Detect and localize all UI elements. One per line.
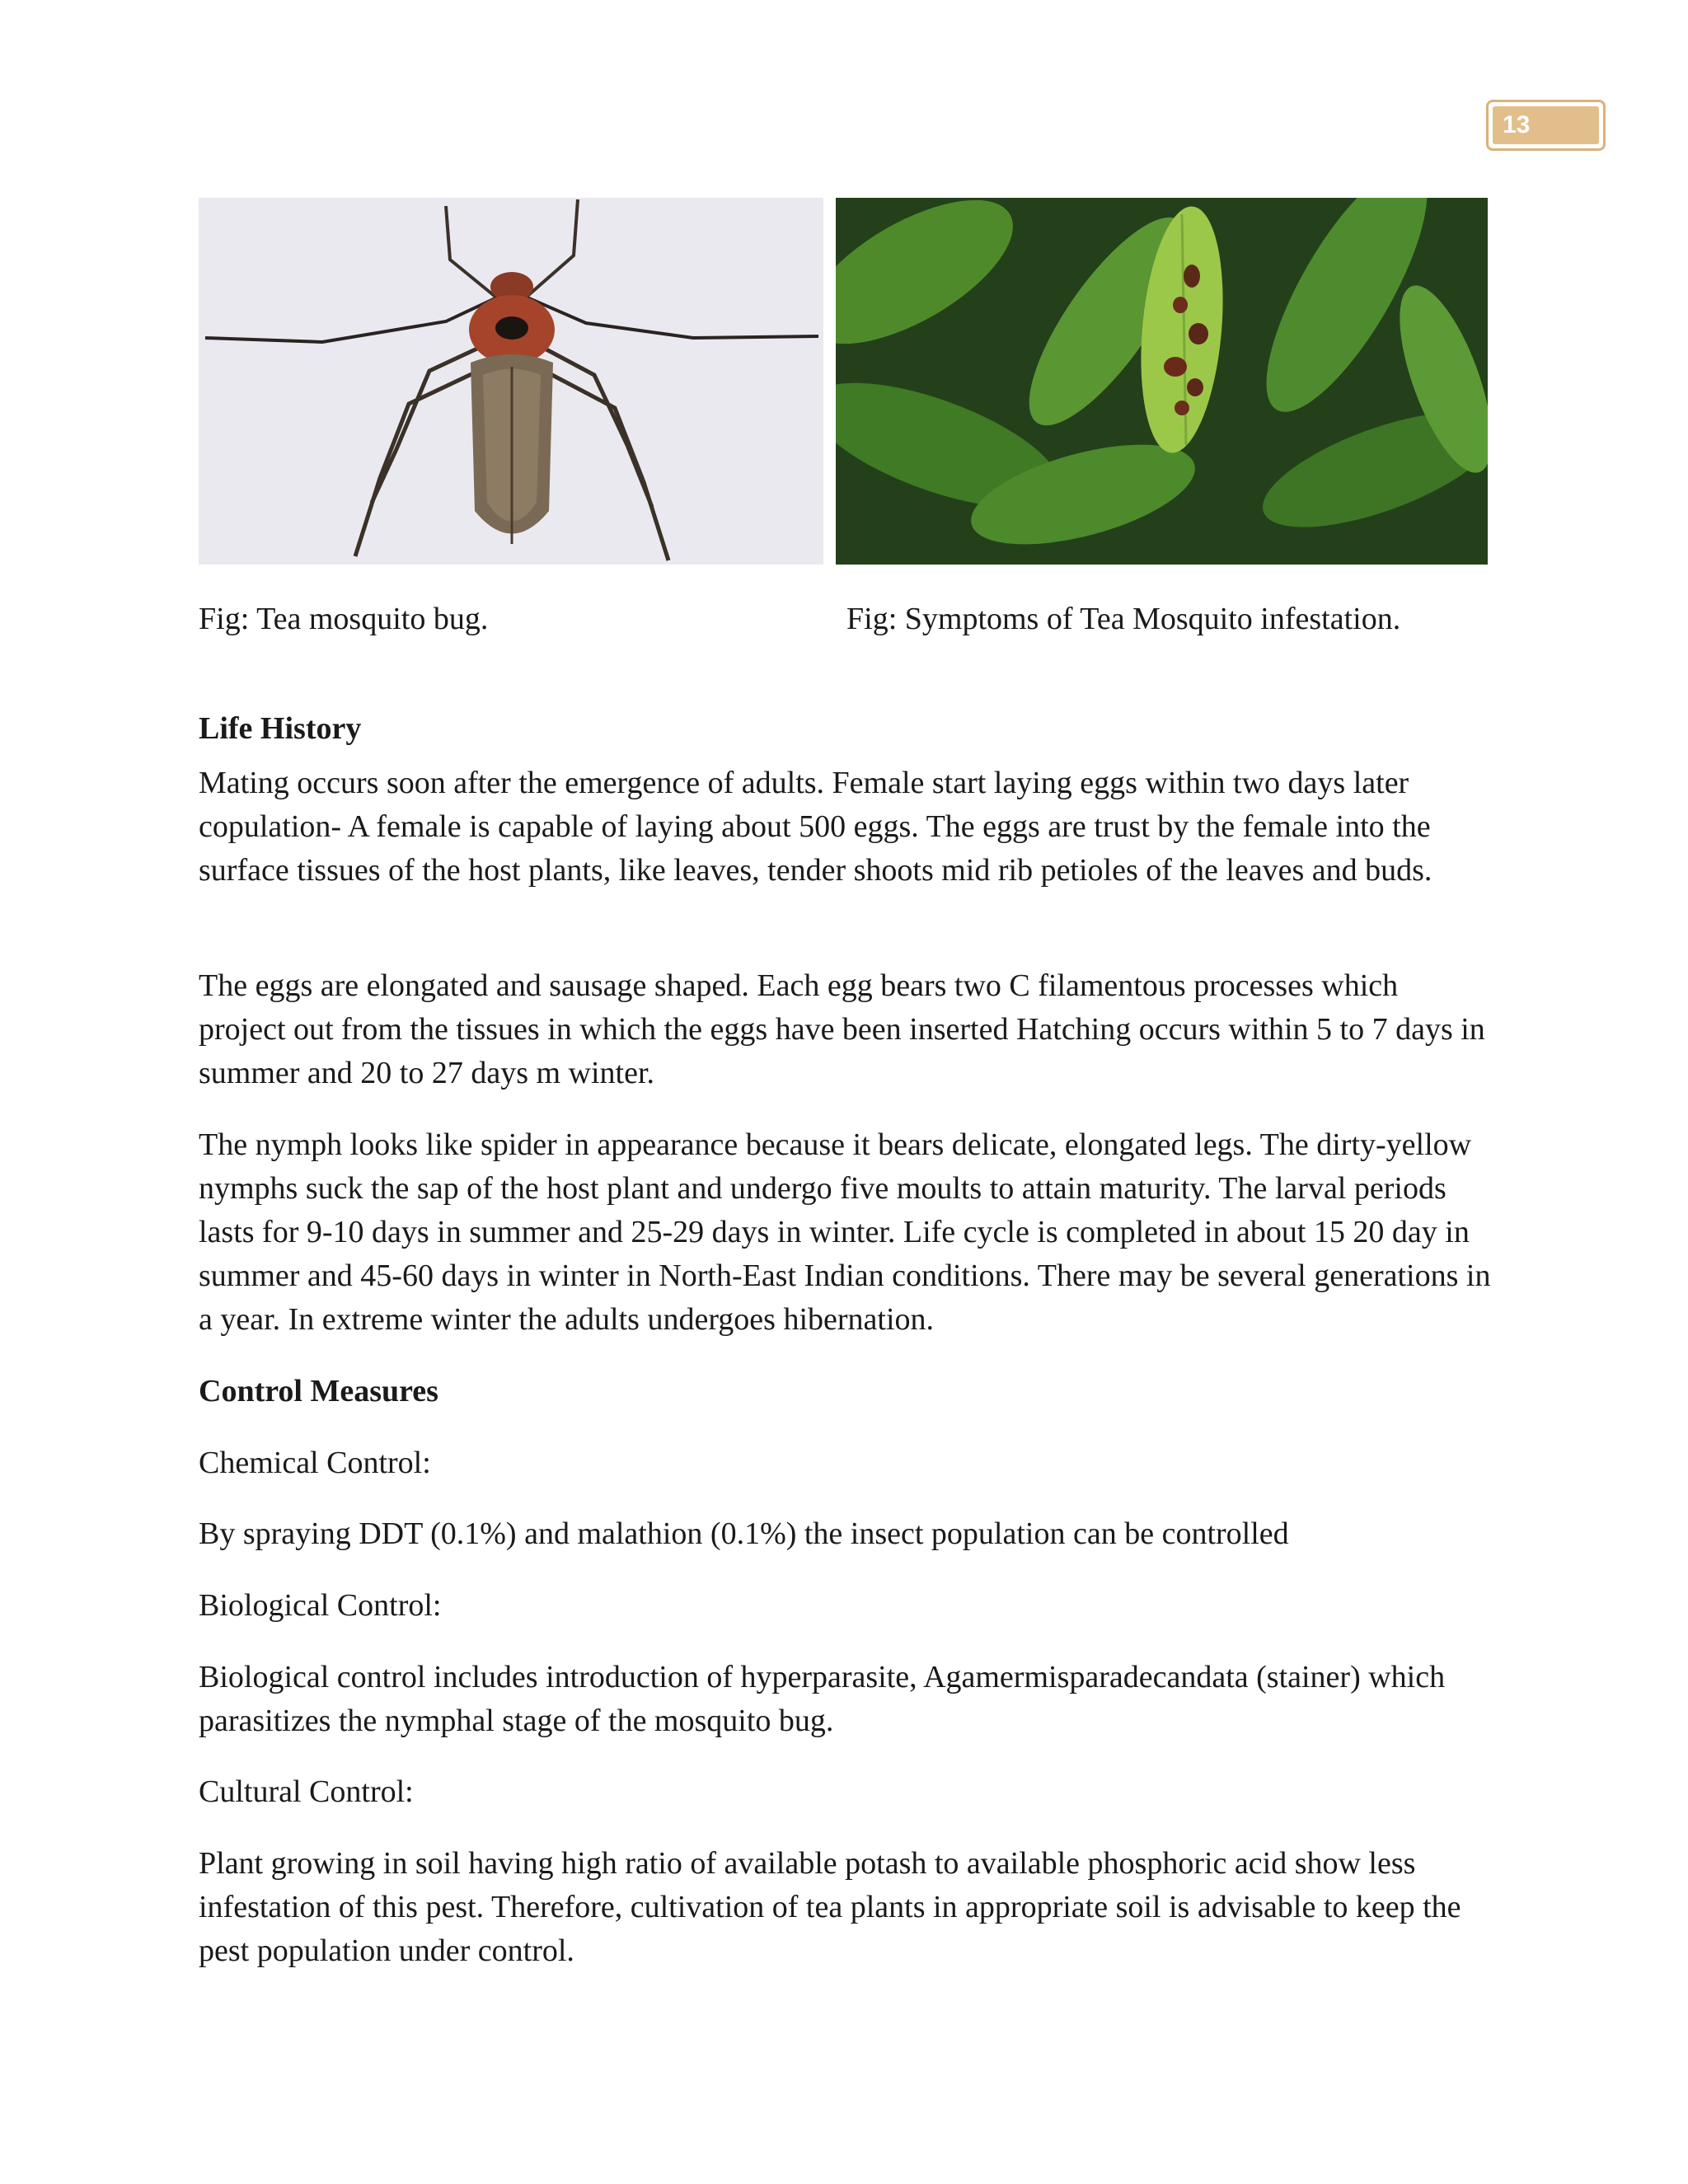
tea-mosquito-bug-image: [199, 198, 823, 565]
life-history-paragraph-3: The nymph looks like spider in appearance because it bears delicate, elongated legs. The dirty-yellow nymphs suck the sap of the host plant and undergo five moults to attain maturity. The larval periods lasts for 9-10 days in summer and 25-29 days in winter. Life cycle is completed in about 15 20 day in summer and 45-60 days in winter in North-East Indian conditions. There may be several generations in a year. In extreme winter the adults undergoes hibernation.: [199, 1127, 1491, 1337]
life-history-paragraph-2: The eggs are elongated and sausage shaped. Each egg bears two C filamentous processes which project out from the tissues in which the eggs have been inserted Hatching occurs within 5 to 7 days in summer and 20 to 27 days m winter.: [199, 968, 1485, 1090]
page-number: 13: [1493, 106, 1599, 144]
figure-caption-symptoms: Fig: Symptoms of Tea Mosquito infestation.: [846, 602, 1401, 636]
figure-caption-bug: Fig: Tea mosquito bug.: [199, 602, 489, 636]
chemical-control-text: By spraying DDT (0.1%) and malathion (0.1%) the insect population can be controlled: [199, 1516, 1289, 1551]
control-measures-heading: Control Measures: [199, 1374, 438, 1408]
cultural-control-label: Cultural Control:: [199, 1774, 414, 1809]
biological-control-text: Biological control includes introduction of hyperparasite, Agamermisparadecandata (stainer) which parasitizes the nymphal stage of the mosquito bug.: [199, 1660, 1446, 1738]
life-history-paragraph-1: Mating occurs soon after the emergence of adults. Female start laying eggs within two days later copulation- A female is capable of laying about 500 eggs. The eggs are trust by the female into the surface tissues of the host plants, like leaves, tender shoots mid rib petioles of the leaves and buds.: [199, 766, 1432, 888]
tea-mosquito-infestation-image: [836, 198, 1488, 565]
life-history-heading: Life History: [199, 711, 362, 746]
chemical-control-label: Chemical Control:: [199, 1446, 431, 1480]
page-number-badge: [1486, 100, 1606, 151]
cultural-control-text: Plant growing in soil having high ratio of available potash to available phosphoric acid show less infestation of this pest. Therefore, cultivation of tea plants in appropriate soil is advisable to keep the pest population under control.: [199, 1846, 1461, 1968]
biological-control-label: Biological Control:: [199, 1588, 442, 1623]
